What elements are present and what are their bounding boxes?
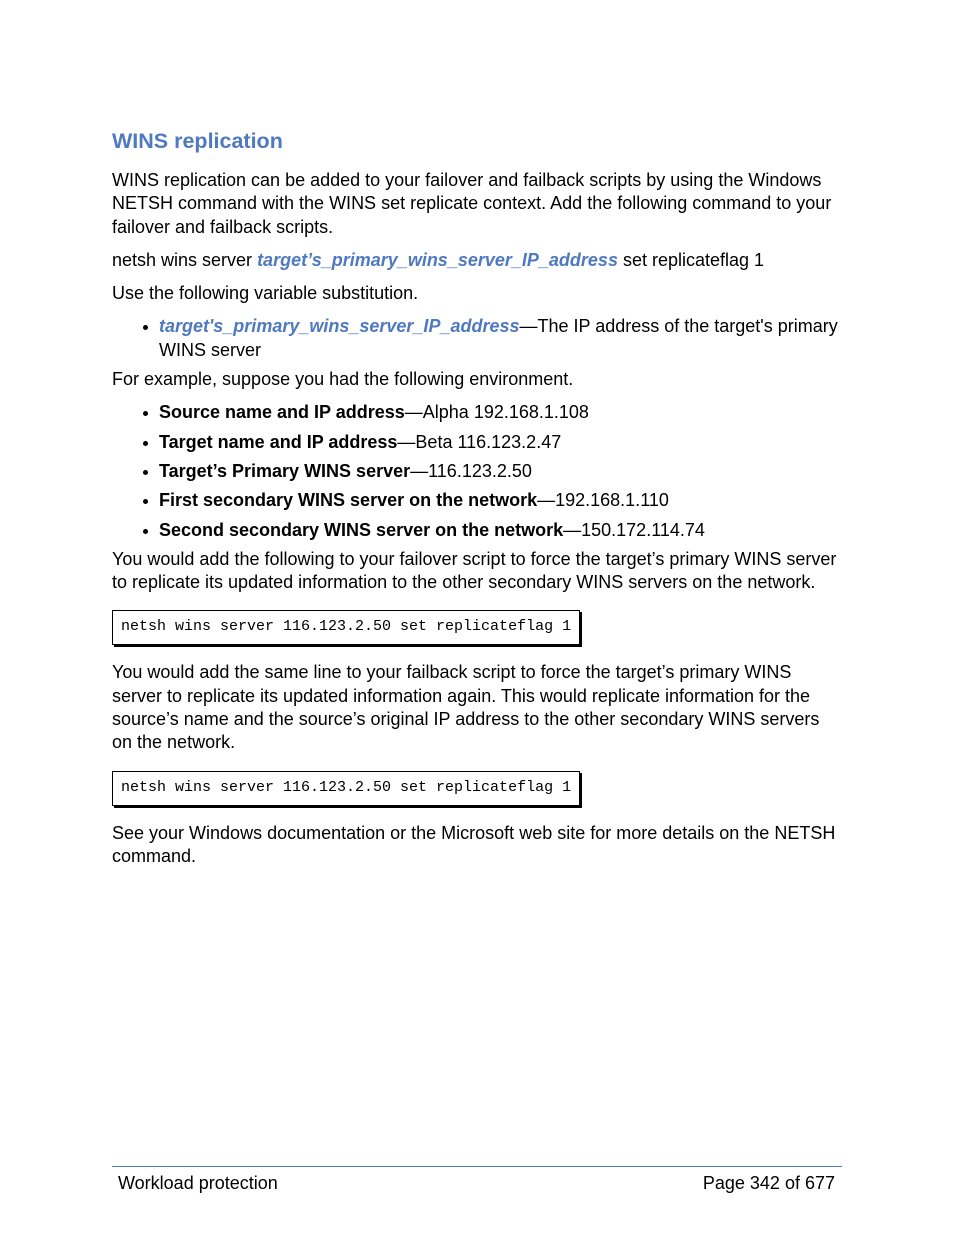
failover-paragraph: You would add the following to your failover script to force the target’s primary WINS server to replicate its updated information to the other secondary WINS servers on the network. bbox=[112, 548, 837, 593]
substitution-list bbox=[112, 315, 842, 362]
command-prefix: netsh wins server bbox=[112, 249, 258, 270]
command-variable: target’s_primary_wins_server_IP_address bbox=[257, 249, 618, 270]
substitution-description: —The IP address of the target's primary WINS server bbox=[159, 316, 838, 360]
substitution-variable: target's_primary_wins_server_IP_address bbox=[159, 316, 520, 337]
environment-label: Source name and IP address bbox=[159, 402, 405, 423]
list-item bbox=[159, 460, 842, 483]
footer-page-number: Page 342 of 677 bbox=[702, 1173, 835, 1193]
list-item bbox=[159, 315, 842, 362]
example-intro: For example, suppose you had the following environment. bbox=[112, 369, 574, 390]
code-block-failover: netsh wins server 116.123.2.50 set replicateflag 1 bbox=[112, 610, 580, 645]
section-title: WINS replication bbox=[112, 129, 283, 153]
environment-value: —150.172.114.74 bbox=[563, 519, 705, 540]
code-block-failback: netsh wins server 116.123.2.50 set replicateflag 1 bbox=[112, 771, 580, 806]
command-suffix: set replicateflag 1 bbox=[617, 249, 765, 270]
environment-value: —192.168.1.110 bbox=[537, 490, 669, 511]
page-footer bbox=[112, 1166, 842, 1193]
environment-label: Second secondary WINS server on the network bbox=[159, 519, 564, 540]
list-item bbox=[159, 489, 842, 512]
command-line bbox=[112, 249, 842, 272]
intro-paragraph: WINS replication can be added to your failover and failback scripts by using the Windows NETSH command with the WINS set replicate context. Add the following command to your failover and failback scripts. bbox=[112, 170, 832, 237]
footer-title: Workload protection bbox=[118, 1173, 278, 1193]
page-content bbox=[112, 127, 842, 878]
closing-paragraph: See your Windows documentation or the Microsoft web site for more details on the NETSH command. bbox=[112, 822, 836, 866]
environment-label: First secondary WINS server on the network bbox=[159, 490, 538, 511]
environment-list bbox=[112, 401, 842, 541]
environment-value: —116.123.2.50 bbox=[410, 460, 532, 481]
environment-label: Target name and IP address bbox=[159, 431, 398, 452]
environment-value: —Beta 116.123.2.47 bbox=[397, 431, 562, 452]
environment-label: Target’s Primary WINS server bbox=[159, 460, 411, 481]
failback-paragraph: You would add the same line to your failback script to force the target’s primary WINS server to replicate its updated information again. This would replicate information for the source’s name and the source’s original IP address to the other secondary WINS servers on the network. bbox=[112, 662, 820, 753]
substitution-intro: Use the following variable substitution. bbox=[112, 283, 419, 304]
list-item bbox=[159, 401, 842, 424]
list-item bbox=[159, 519, 842, 542]
environment-value: —Alpha 192.168.1.108 bbox=[404, 402, 589, 423]
list-item bbox=[159, 431, 842, 454]
